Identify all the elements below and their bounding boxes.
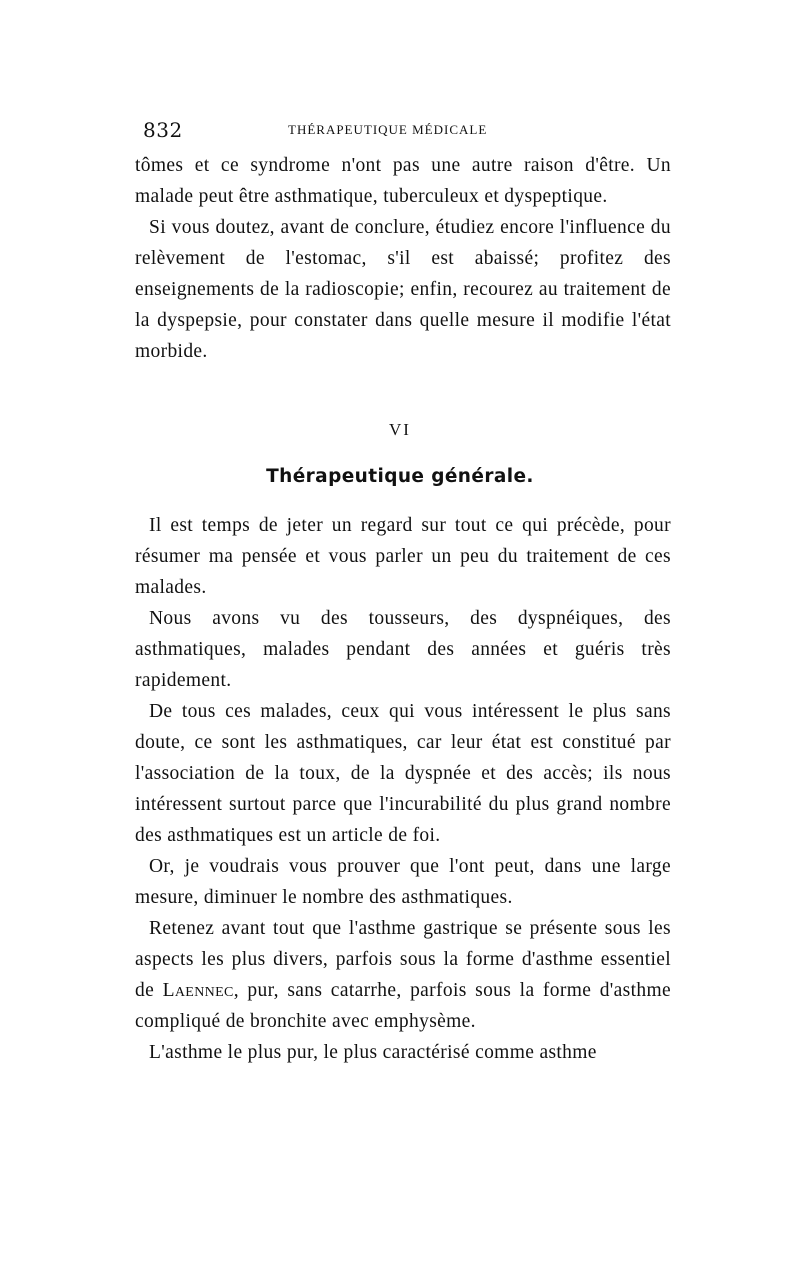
paragraph-continuation: tômes et ce syndrome n'ont pas une autre raison d'être. Un malade peut être asthmatique, tuberculeux et dyspeptique. — [135, 155, 671, 207]
gastric-asthma-text-start: Retenez avant tout que l'asthme gastrique se présente sous les aspects les plus divers, parfois sous la forme d'asthme essentiel de — [135, 918, 671, 1001]
running-head — [143, 118, 673, 142]
gastric-asthma-text-end: , pur, sans catarrhe, parfois sous la forme d'asthme compliqué de bronchite avec emphysème. — [135, 980, 671, 1032]
page-number: 832 — [143, 118, 183, 142]
section-number: VI — [389, 420, 411, 439]
paragraph-asthmatics: De tous ces malades, ceux qui vous intéressent le plus sans doute, ce sont les asthmatiques, car leur état est constitué par l'association de la toux, de la dyspnée et des accès; ils nous intéressent surtout parce que l'incurabilité du plus grand nombre des asthmatiques est un article de foi. — [135, 701, 671, 846]
author-name: Laennec — [162, 980, 234, 1001]
paragraph-gastric-asthma — [135, 913, 671, 1037]
section-title: Thérapeutique générale. — [266, 466, 534, 487]
text-block-therapeutics — [135, 510, 671, 1068]
paragraph-prove: Or, je voudrais vous prouver que l'ont peut, dans une large mesure, diminuer le nombre des asthmatiques. — [135, 856, 671, 908]
paragraph-intro: Il est temps de jeter un regard sur tout ce qui précède, pour résumer ma pensée et vous parler un peu du traitement de ces malades. — [135, 515, 671, 598]
paragraph-pure-asthma: L'asthme le plus pur, le plus caractérisé comme asthme — [149, 1042, 597, 1063]
paragraph-patients: Nous avons vu des tousseurs, des dyspnéiques, des asthmatiques, malades pendant des années et guéris très rapidement. — [135, 608, 671, 691]
paragraph-influence: Si vous doutez, avant de conclure, étudiez encore l'influence du relèvement de l'estomac, s'il est abaissé; profitez des enseignements de la radioscopie; enfin, recourez au traitement de la dyspepsie, pour constater dans quelle mesure il modifie l'état morbide. — [135, 217, 671, 362]
running-title: THÉRAPEUTIQUE MÉDICALE — [288, 122, 488, 137]
text-block-top — [135, 150, 671, 367]
